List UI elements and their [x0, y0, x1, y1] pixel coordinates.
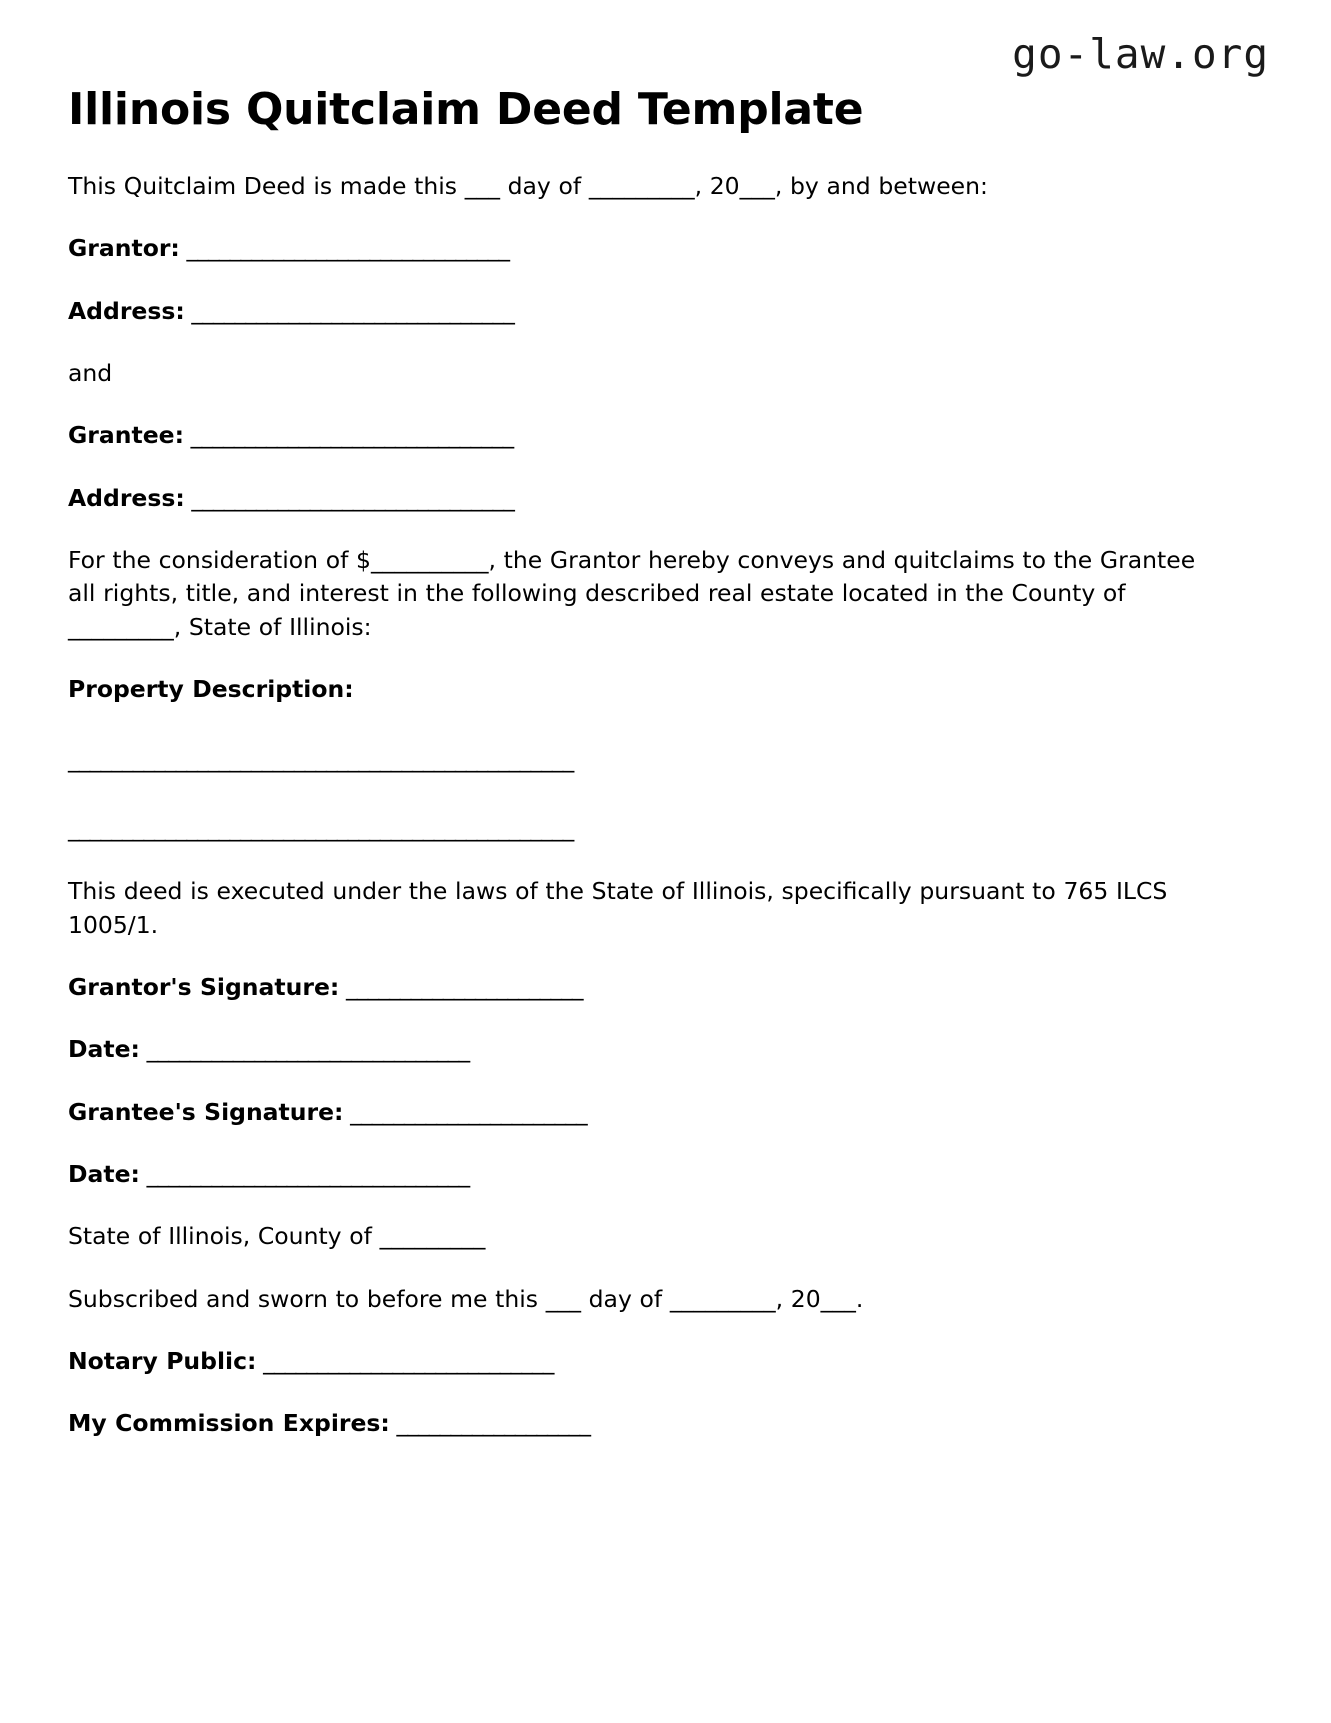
grantor-signature-blank[interactable]: ______________________ [339, 972, 583, 1001]
grantor-signature-label: Grantor's Signature: [68, 972, 340, 1001]
grantee-blank[interactable]: ______________________________ [183, 421, 514, 450]
grantee-date-blank[interactable]: ______________________________ [139, 1160, 470, 1189]
notary-public-blank[interactable]: ___________________________ [256, 1347, 554, 1376]
commission-expires-row [68, 1407, 1196, 1440]
grantee-signature-label: Grantee's Signature: [68, 1097, 344, 1126]
grantee-signature-row [68, 1096, 1196, 1129]
consideration-paragraph: For the consideration of $__________, the Grantor hereby conveys and quitclaims to the Grantee all rights, title, and interest in the following described real estate located in the County of _________, State of Illinois: [68, 546, 1196, 641]
grantee-label: Grantee: [68, 421, 184, 450]
grantor-signature-row [68, 971, 1196, 1004]
grantee-field-row [68, 419, 1196, 452]
property-description-blank-2[interactable]: _______________________________________________ [68, 813, 574, 842]
grantor-date-row [68, 1033, 1196, 1066]
execution-clause: This deed is executed under the laws of the State of Illinois, specifically pursuant to 765 ILCS 1005/1. [68, 877, 1168, 939]
page-title: Illinois Quitclaim Deed Template [68, 84, 864, 135]
grantee-address-label: Address: [68, 483, 185, 512]
grantor-date-label: Date: [68, 1035, 140, 1064]
document-body [68, 84, 1196, 1470]
grantor-address-label: Address: [68, 296, 185, 325]
grantor-date-blank[interactable]: ______________________________ [139, 1035, 470, 1064]
sworn-statement-line: Subscribed and sworn to before me this ___ day of _________, 20___. [68, 1284, 864, 1313]
notary-public-label: Notary Public: [68, 1347, 257, 1376]
property-description-label [68, 673, 1196, 706]
grantee-signature-blank[interactable]: ______________________ [343, 1097, 587, 1126]
notary-public-row [68, 1345, 1196, 1378]
state-county-line: State of Illinois, County of _________ [68, 1222, 486, 1251]
grantee-address-field-row [68, 482, 1196, 515]
commission-expires-blank[interactable]: __________________ [389, 1409, 590, 1438]
grantor-address-field-row [68, 295, 1196, 328]
grantor-address-blank[interactable]: ______________________________ [184, 296, 514, 325]
grantee-address-blank[interactable]: ______________________________ [184, 483, 514, 512]
intro-paragraph: This Quitclaim Deed is made this ___ day of _________, 20___, by and between: [68, 171, 988, 200]
property-description-blank-1[interactable]: _______________________________________________ [68, 744, 574, 773]
property-description-heading: Property Description: [68, 675, 354, 704]
commission-expires-label: My Commission Expires: [68, 1409, 390, 1438]
site-watermark: go-law.org [1012, 30, 1269, 78]
grantee-date-row [68, 1158, 1196, 1191]
grantor-label: Grantor: [68, 234, 180, 263]
grantor-field-row [68, 232, 1196, 265]
and-separator: and [68, 358, 113, 387]
grantor-blank[interactable]: ______________________________ [179, 234, 510, 263]
grantee-date-label: Date: [68, 1160, 140, 1189]
